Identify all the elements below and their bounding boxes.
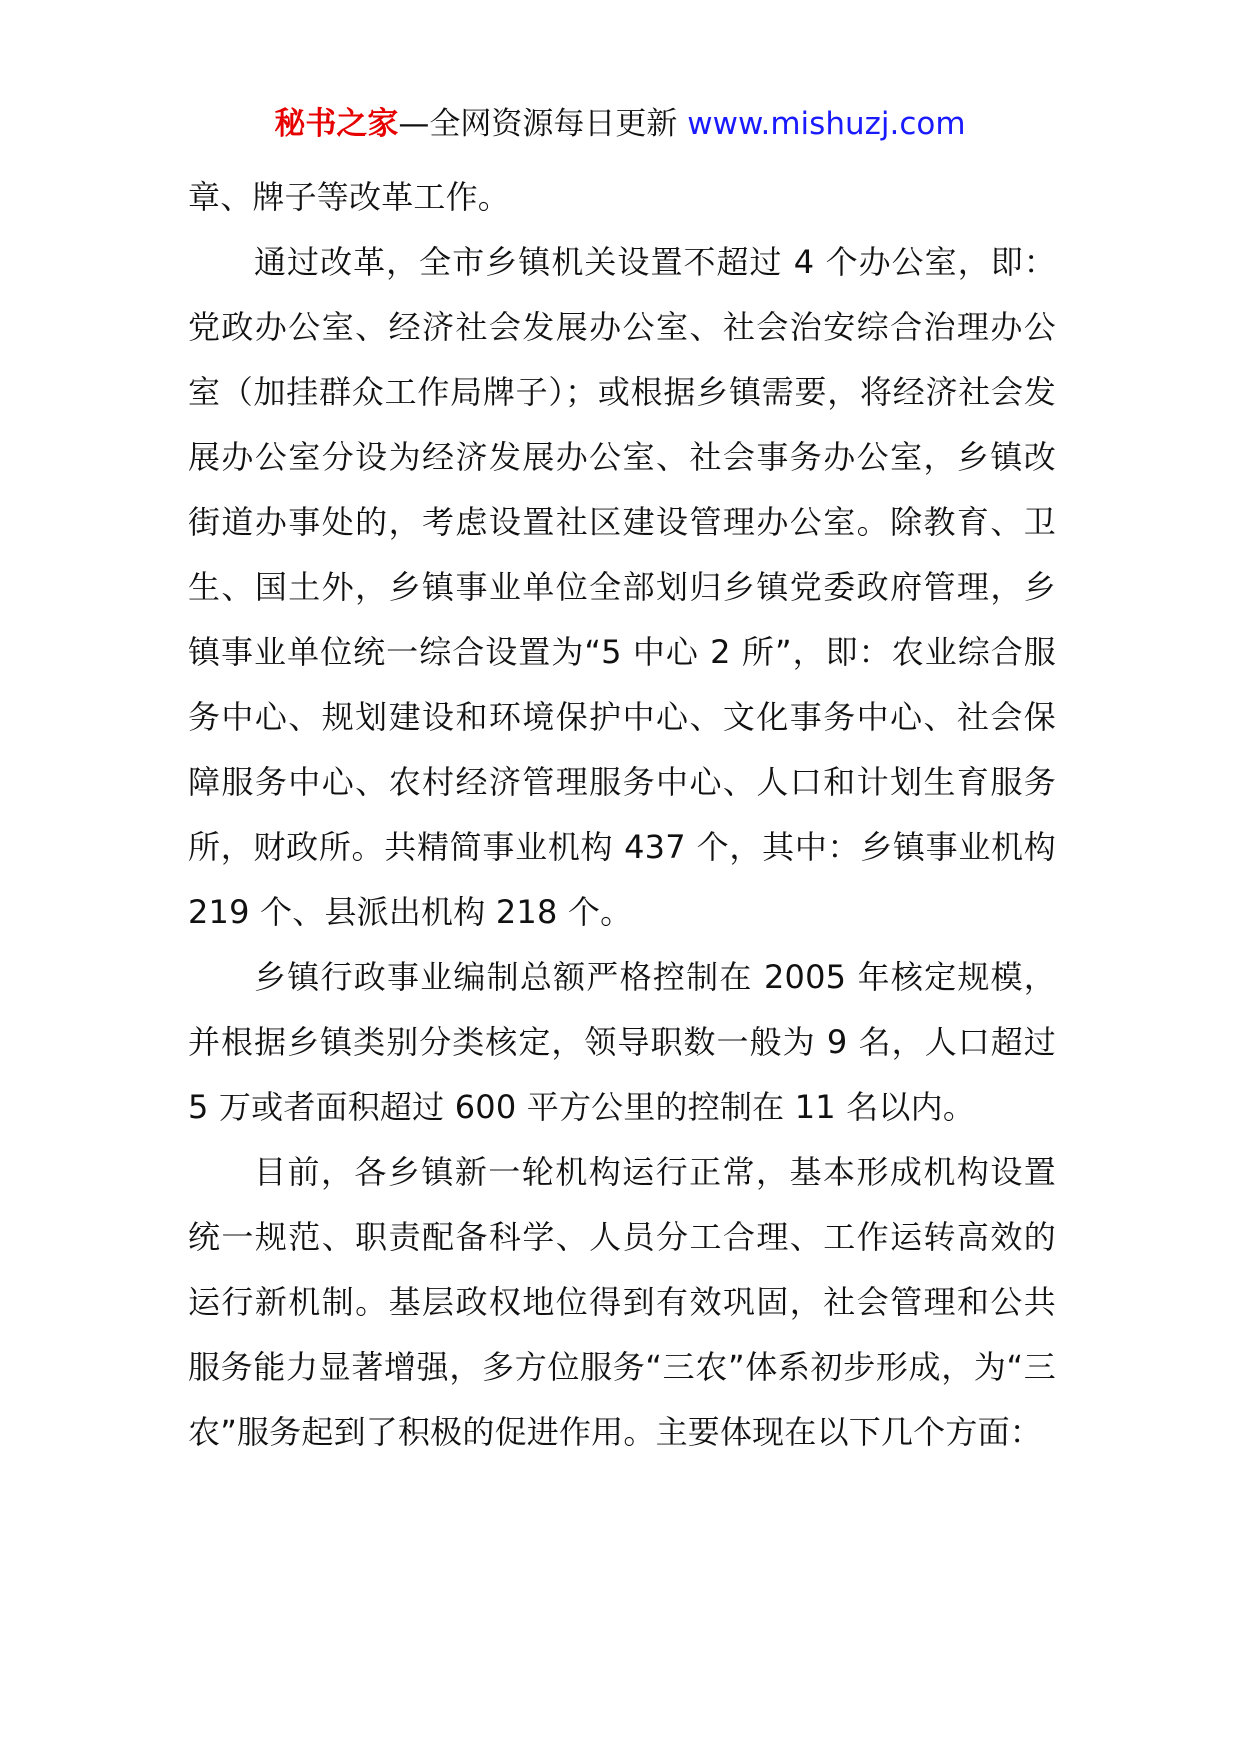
header-tagline: —全网资源每日更新 [398, 106, 678, 142]
site-url-link[interactable]: www.mishuzj.com [687, 106, 966, 142]
paragraph-staffing-quota: 乡镇行政事业编制总额严格控制在 2005 年核定规模，并根据乡镇类别分类核定，领导职数一般为 9 名，人口超过 5 万或者面积超过 600 平方公里的控制在 11 名以内。 [188, 958, 1056, 1126]
paragraph-reform-structure: 通过改革，全市乡镇机关设置不超过 4 个办公室，即：党政办公室、经济社会发展办公室、社会治安综合治理办公室（加挂群众工作局牌子）；或根据乡镇需要，将经济社会发展办公室分设为经济发展办公室、社会事务办公室，乡镇改街道办事处的，考虑设置社区建设管理办公室。除教育、卫生、国土外，乡镇事业单位全部划归乡镇党委政府管理，乡镇事业单位统一综合设置为“5 中心 2 所”，即：农业综合服务中心、规划建设和环境保护中心、文化事务中心、社会保障服务中心、农村经济管理服务中心、人口和计划生育服务所，财政所。共精简事业机构 437 个，其中：乡镇事业机构 219 个、县派出机构 218 个。 [188, 243, 1056, 931]
document-body [188, 165, 1056, 1465]
brand-name: 秘书之家 [274, 106, 399, 142]
paragraph-continuation: 章、牌子等改革工作。 [188, 178, 511, 216]
paragraph-current-status: 目前，各乡镇新一轮机构运行正常，基本形成机构设置统一规范、职责配备科学、人员分工合理、工作运转高效的运行新机制。基层政权地位得到有效巩固，社会管理和公共服务能力显著增强，多方位服务“三农”体系初步形成，为“三农”服务起到了积极的促进作用。主要体现在以下几个方面： [188, 1153, 1056, 1451]
page-header [0, 102, 1240, 146]
